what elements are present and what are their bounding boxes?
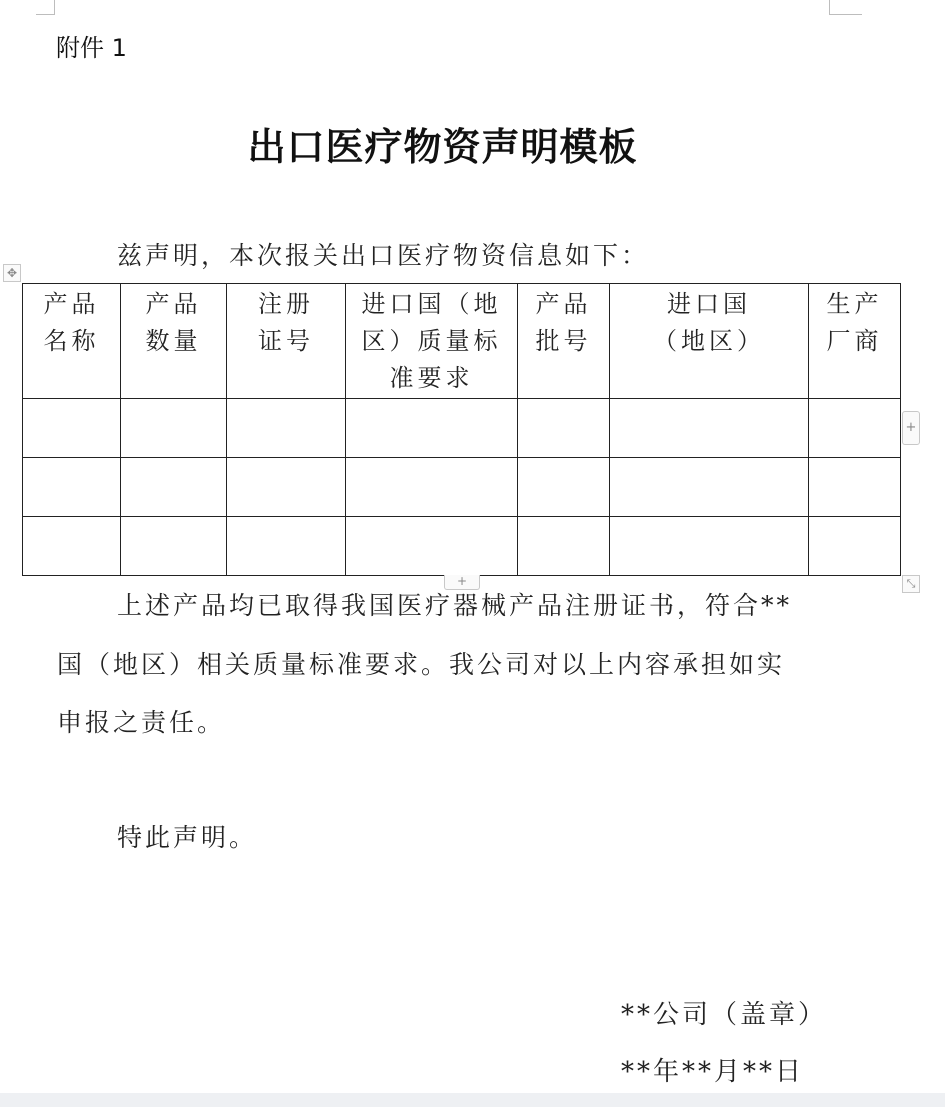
header-line: 产品 (145, 290, 202, 318)
add-row-icon[interactable]: + (444, 575, 480, 590)
declaration-table (22, 283, 901, 576)
table-row (23, 458, 901, 517)
header-line: 批号 (535, 327, 592, 355)
header-product-name[interactable] (23, 284, 121, 399)
table-cell[interactable] (809, 517, 901, 576)
table-cell[interactable] (23, 399, 121, 458)
header-product-quantity[interactable] (121, 284, 227, 399)
table-cell[interactable] (121, 517, 227, 576)
bottom-scroll-bar (0, 1093, 945, 1107)
body-paragraph-line: 国（地区）相关质量标准要求。我公司对以上内容承担如实 (57, 650, 786, 679)
header-line: 产品 (43, 290, 100, 318)
attachment-label: 附件 1 (56, 34, 127, 62)
page-corner-mark-left (36, 0, 55, 15)
signature-company: **公司（盖章） (621, 1000, 828, 1030)
table-row (23, 517, 901, 576)
table-cell[interactable] (346, 517, 518, 576)
table-move-icon[interactable]: ✥ (3, 264, 21, 282)
signature-date: **年**月**日 (621, 1057, 805, 1087)
header-import-country-standard[interactable] (346, 284, 518, 399)
table-cell[interactable] (23, 517, 121, 576)
body-paragraph-line: 上述产品均已取得我国医疗器械产品注册证书，符合** (117, 591, 793, 620)
table-cell[interactable] (227, 458, 346, 517)
header-line: 名称 (43, 327, 100, 355)
table-cell[interactable] (227, 517, 346, 576)
header-line: 数量 (145, 327, 202, 355)
add-column-icon[interactable]: + (902, 411, 920, 445)
table-cell[interactable] (518, 517, 610, 576)
header-line: 区）质量标 (361, 327, 502, 355)
header-line: 产品 (535, 290, 592, 318)
header-registration-number[interactable] (227, 284, 346, 399)
table-cell[interactable] (610, 458, 809, 517)
table-cell[interactable] (121, 458, 227, 517)
table-cell[interactable] (518, 399, 610, 458)
header-batch-number[interactable] (518, 284, 610, 399)
table-cell[interactable] (121, 399, 227, 458)
table-resize-icon[interactable]: ⤡ (902, 575, 920, 593)
table-row (23, 399, 901, 458)
header-line: 进口国（地 (361, 290, 502, 318)
header-manufacturer[interactable] (809, 284, 901, 399)
page-corner-mark-right (829, 0, 862, 15)
table-cell[interactable] (346, 458, 518, 517)
header-line: 注册 (258, 290, 314, 318)
header-import-country[interactable] (610, 284, 809, 399)
table-cell[interactable] (809, 458, 901, 517)
table-cell[interactable] (23, 458, 121, 517)
table-cell[interactable] (518, 458, 610, 517)
table-cell[interactable] (610, 517, 809, 576)
header-line: 厂商 (826, 327, 883, 355)
header-line: 生产 (826, 290, 883, 318)
table-cell[interactable] (346, 399, 518, 458)
table-cell[interactable] (610, 399, 809, 458)
document-title: 出口医疗物资声明模板 (247, 125, 638, 169)
header-line: （地区） (653, 327, 765, 355)
table-header-row (23, 284, 901, 399)
closing-statement: 特此声明。 (117, 823, 258, 852)
header-line: 证号 (258, 327, 314, 355)
header-line: 准要求 (389, 364, 474, 392)
table-cell[interactable] (227, 399, 346, 458)
header-line: 进口国 (667, 290, 751, 318)
table-cell[interactable] (809, 399, 901, 458)
intro-paragraph: 兹声明，本次报关出口医疗物资信息如下： (117, 241, 650, 270)
body-paragraph-line: 申报之责任。 (57, 708, 226, 737)
